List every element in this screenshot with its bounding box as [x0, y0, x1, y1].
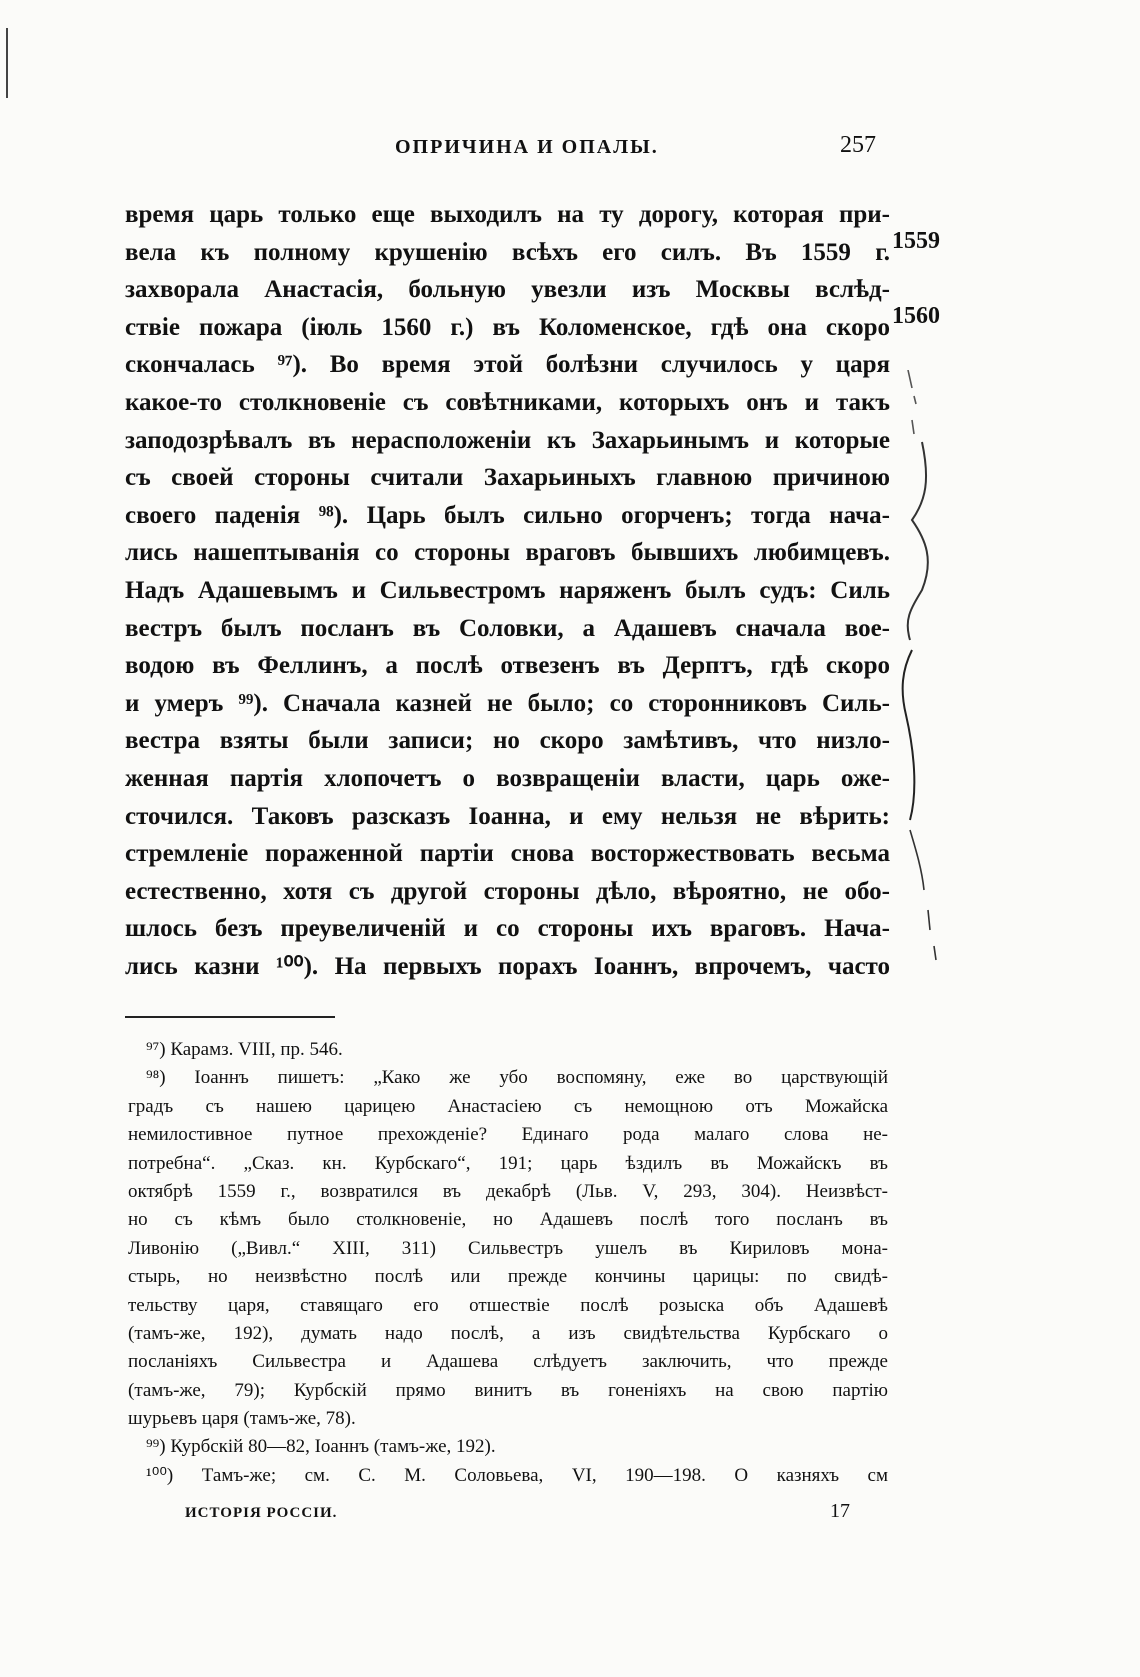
text-line: лись казни ¹⁰⁰). На первыхъ порахъ Іоаннъ, впрочемъ, часто — [125, 952, 890, 980]
text-line: водою въ Феллинъ, а послѣ отвезенъ въ Дерптъ, гдѣ скоро — [125, 652, 890, 680]
footnote-line: градъ съ нашею царицею Анастасіею съ немощною отъ Можайска — [128, 1095, 888, 1117]
text-line: ствіе пожара (іюль 1560 г.) въ Коломенское, гдѣ она скоро — [125, 313, 890, 341]
page-number: 257 — [840, 132, 876, 158]
footnote-line: стырь, но неизвѣстно послѣ или прежде кончины царицы: по свидѣ- — [128, 1266, 888, 1288]
margin-year-1560: 1560 — [892, 303, 940, 329]
footnote-line: ⁹⁸) Іоаннъ пишетъ: „Како же убо воспомяну, еже во царствующій — [146, 1067, 888, 1089]
text-line: сточился. Таковъ разсказъ Іоанна, и ему нельзя не вѣрить: — [125, 802, 890, 830]
text-line: какое-то столкновеніе съ совѣтниками, которыхъ онъ и такъ — [125, 388, 890, 416]
text-line: вела къ полному крушенію всѣхъ его силъ. Въ 1559 г. — [125, 238, 890, 266]
text-line: съ своей стороны считали Захарьиныхъ главною причиною — [125, 464, 890, 492]
footnotes — [128, 1036, 888, 1490]
text-line: вестра взяты были записи; но скоро замѣтивъ, что низло- — [125, 727, 890, 755]
text-line: своего паденія ⁹⁸). Царь былъ сильно огорченъ; тогда нача- — [125, 501, 890, 529]
text-line: скончалась ⁹⁷). Во время этой болѣзни случилось у царя — [125, 351, 890, 379]
footnote-line: но съ кѣмъ было столкновеніе, но Адашевъ послѣ того посланъ въ — [128, 1209, 888, 1231]
signature-mark: ИСТОРІЯ РОССІИ. — [185, 1505, 338, 1521]
text-line: Надъ Адашевымъ и Сильвестромъ нaряженъ былъ судъ: Силь — [125, 576, 890, 604]
footnote-line: (тамъ-же, 79); Курбскій прямо винитъ въ гоненіяхъ на свою партію — [128, 1379, 888, 1401]
footnote-line: потребна“. „Сказ. кн. Курбскаго“, 191; царь ѣздилъ въ Можайскъ въ — [128, 1152, 888, 1174]
handwritten-margin-bracket-icon — [900, 370, 980, 970]
running-head: ОПРИЧИНА И ОПАЛЫ. — [395, 136, 659, 158]
text-line: захворала Анастасія, больную увезли изъ Москвы вслѣд- — [125, 276, 890, 304]
text-line: время царь только еще выходилъ на ту дорогу, которая при- — [125, 201, 890, 228]
text-line: вестръ былъ посланъ въ Соловки, а Адашевъ сначала вое- — [125, 614, 890, 642]
text-line: и умеръ ⁹⁹). Сначала казней не было; со сторонниковъ Силь- — [125, 689, 890, 717]
footnote-line: посланіяхъ Сильвестра и Адашева слѣдуетъ заключить, что прежде — [128, 1351, 888, 1373]
text-line: заподозрѣвалъ въ нерасположеніи къ Захарьинымъ и которые — [125, 426, 890, 454]
footnote-line: тельству царя, ставящаго его отшествіе послѣ розыска объ Адашевѣ — [128, 1294, 888, 1316]
footnote-line: ⁹⁷) Карамз. VIII, пр. 546. — [146, 1039, 343, 1060]
text-line: естественно, хотя съ другой стороны дѣло, вѣроятно, не обо- — [125, 877, 890, 905]
footnote-line: ¹⁰⁰) Тамъ-же; см. С. М. Соловьева, VI, 190—198. О казняхъ см — [146, 1464, 888, 1486]
footnote-line: ⁹⁹) Курбскій 80—82, Іоаннъ (тамъ-же, 192). — [146, 1436, 496, 1458]
text-line: шлось безъ преувеличеній и со стороны ихъ враговъ. Нача- — [125, 915, 890, 943]
scan-edge-line — [6, 28, 8, 98]
margin-year-1559: 1559 — [892, 228, 940, 254]
footnote-line: шурьевъ царя (тамъ-же, 78). — [128, 1408, 356, 1430]
text-line: лись нашептыванія со стороны враговъ бывшихъ любимцевъ. — [125, 539, 890, 567]
main-text — [125, 196, 890, 985]
sheet-number: 17 — [830, 1500, 850, 1522]
footnote-divider — [125, 1016, 335, 1018]
footnote-line: октябрѣ 1559 г., возвратился въ декабрѣ (Льв. V, 293, 304). Неизвѣст- — [128, 1180, 888, 1202]
footnote-line: Ливонію („Вивл.“ XIII, 311) Сильвестръ ушелъ въ Кириловъ мона- — [128, 1237, 888, 1259]
text-line: стремленіе пораженной партіи снова восторжествовать весьма — [125, 840, 890, 868]
text-line: женная партія хлопочетъ о возвращеніи власти, царь оже- — [125, 764, 890, 792]
footnote-line: (тамъ-же, 192), думать надо послѣ, а изъ свидѣтельства Курбскаго о — [128, 1322, 888, 1344]
footnote-line: немилостивное путное прехожденіе? Единаго рода малаго слова не- — [128, 1124, 888, 1146]
